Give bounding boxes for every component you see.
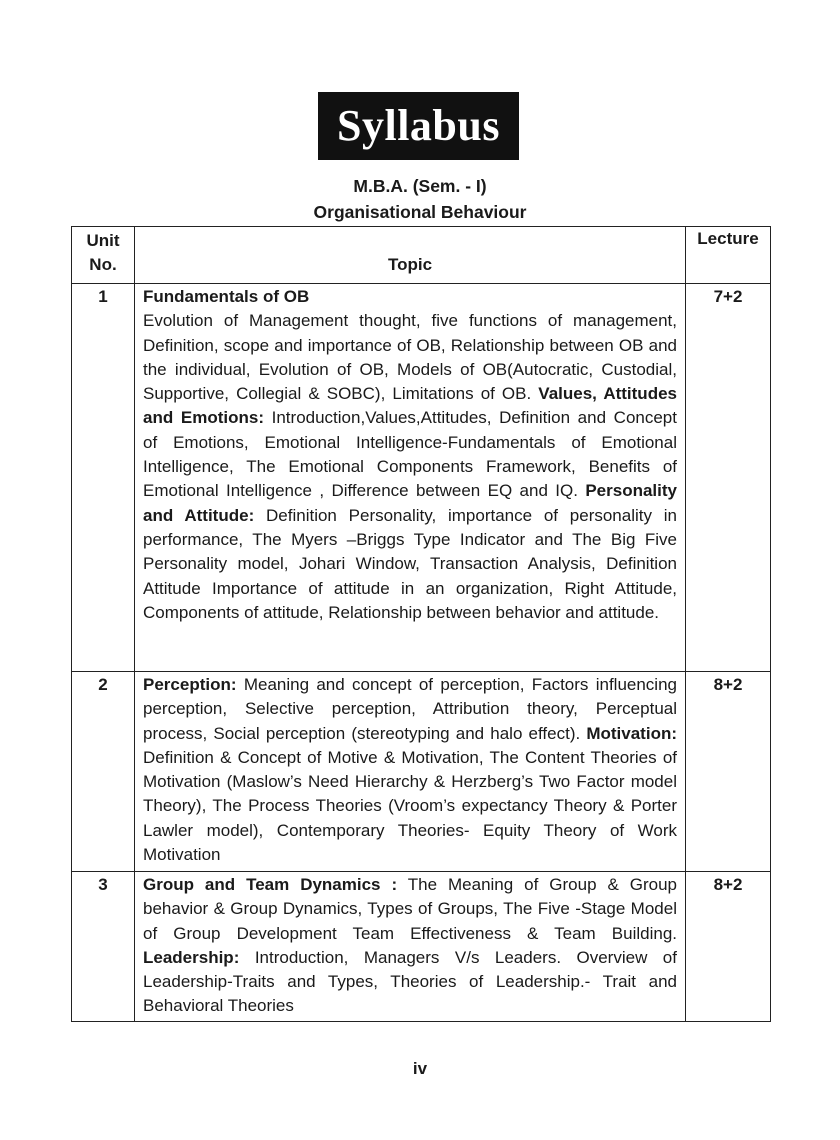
unit-number-cell: 2	[72, 672, 135, 872]
subject-heading: Organisational Behaviour	[313, 202, 527, 222]
unit-header-line1: Unit	[86, 231, 120, 250]
topic-text: Definition & Concept of Motive & Motivation, The Content Theories of Motivation (Maslow’s Need Hierarchy & Herzberg’s Two Factor model Theory), The Process Theories (Vroom’s expectancy Theory & Porter Lawler model), Contemporary Theories- Equity Theory of Work Motivation	[143, 747, 677, 865]
topic-text: Introduction, Managers V/s Leaders. Overview of Leadership-Traits and Types, Theories of Leadership.- Trait and Behavioral Theories	[143, 947, 677, 1016]
lecture-count-cell: 8+2	[686, 672, 771, 872]
topic-subheading: Personality and Attitude:	[143, 481, 677, 525]
syllabus-table	[71, 226, 771, 1022]
column-header-unit	[72, 227, 135, 284]
course-heading: M.B.A. (Sem. - I)	[353, 176, 487, 196]
page-number: iv	[412, 1059, 428, 1078]
topic-subheading: Group and Team Dynamics :	[143, 875, 398, 894]
topic-subheading: Leadership:	[143, 947, 240, 967]
topic-title: Fundamentals of OB	[143, 287, 310, 306]
topic-text: The Meaning of Group & Group behavior & Group Dynamics, Types of Groups, The Five -Stage Model of Group Development Team Effectiveness & Team Building.	[143, 875, 677, 943]
unit-number-cell: 1	[72, 284, 135, 672]
topic-subheading: Perception:	[143, 675, 237, 694]
column-header-lecture: Lecture	[686, 227, 771, 284]
topic-text: Introduction,Values,Attitudes, Definition and Concept of Emotions, Emotional Intelligence-Fundamentals of Emotional Intelligence, The Emotional Components Framework, Benefits of Emotional Intelligence , Difference between EQ and IQ.	[143, 408, 677, 501]
unit-number-cell: 3	[72, 872, 135, 1022]
topic-text: Evolution of Management thought, five functions of management, Definition, scope and importance of OB, Relationship between OB and the individual, Evolution of OB, Models of OB(Autocratic, Custodial, Supportive, Collegial & SOBC), Limitations of OB.	[143, 311, 677, 404]
topic-text: Meaning and concept of perception, Factors influencing perception, Selective perception, Attribution theory, Perceptual process, Social perception (stereotyping and halo effect).	[143, 675, 677, 743]
table-row	[72, 284, 771, 672]
topic-text: Definition Personality, importance of personality in performance, The Myers –Briggs Type Indicator and The Big Five Personality model, Johari Window, Transaction Analysis, Definition Attitude Importance of attitude in an organization, Right Attitude, Components of attitude, Relationship between behavior and attitude.	[143, 505, 677, 622]
topic-cell	[135, 672, 686, 872]
topic-cell	[135, 872, 686, 1022]
topic-cell	[135, 284, 686, 672]
topic-subheading: Motivation:	[586, 723, 677, 743]
column-header-topic: Topic	[135, 227, 686, 284]
table-row	[72, 872, 771, 1022]
syllabus-title-banner: Syllabus	[318, 92, 519, 160]
table-header-row	[72, 227, 771, 284]
unit-header-line2: No.	[89, 255, 117, 274]
table-row	[72, 672, 771, 872]
topic-subheading: Values, Attitudes and Emotions:	[143, 384, 677, 428]
lecture-count-cell: 7+2	[686, 284, 771, 672]
lecture-count-cell: 8+2	[686, 872, 771, 1022]
